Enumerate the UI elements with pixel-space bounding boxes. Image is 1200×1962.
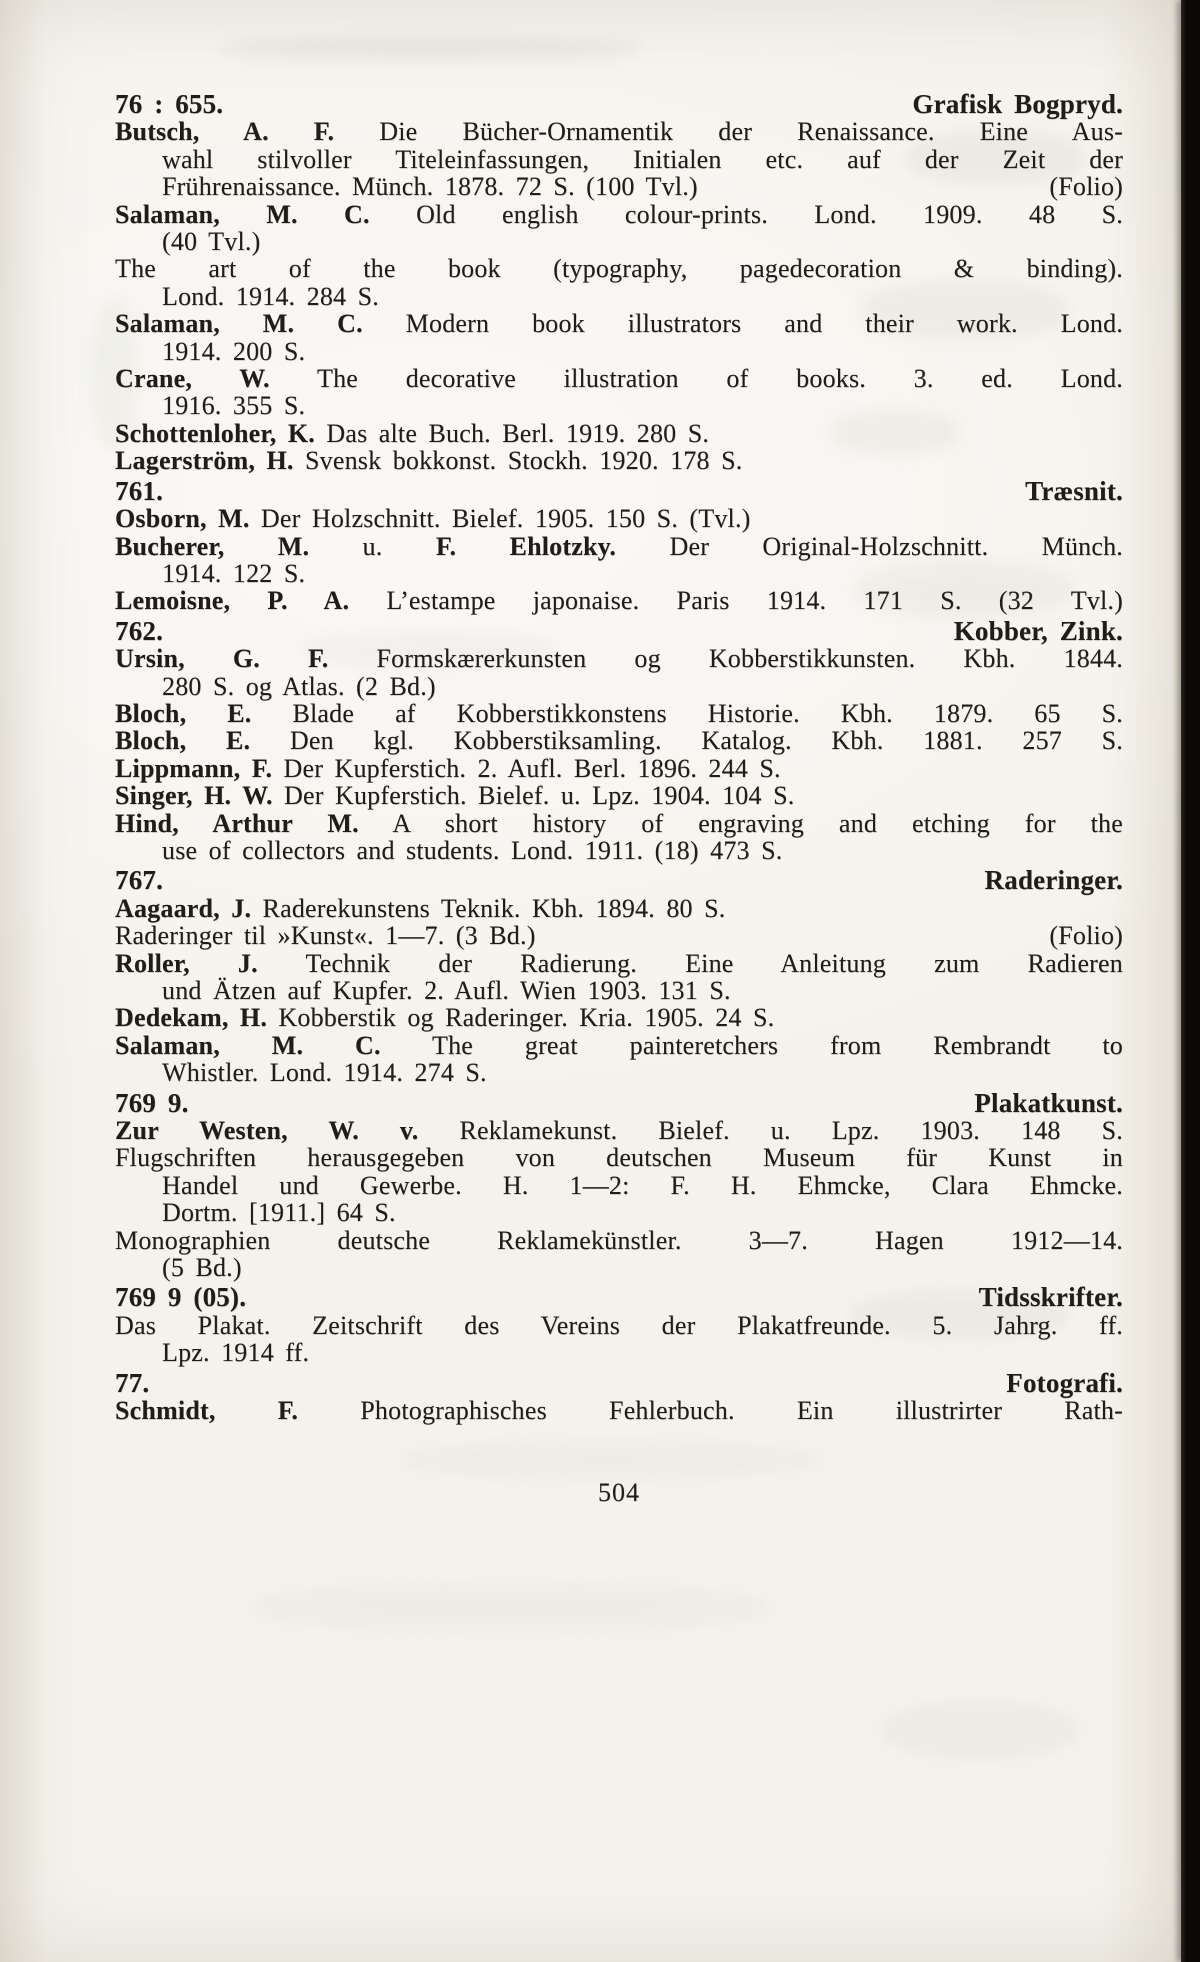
entry-text	[162, 1199, 1123, 1226]
entry-line	[115, 782, 1123, 809]
continuation-line	[115, 837, 1123, 864]
entry-line	[115, 533, 1123, 560]
author-name: Osborn, M.	[115, 504, 250, 534]
entry-text-segment: L’estampe japonaise. Paris 1914. 171 S. (32 Tvl.)	[349, 586, 1123, 616]
entry-text-segment: Photographisches Fehlerbuch. Ein illustrirter Rath-	[298, 1396, 1123, 1426]
entry-text-segment: Technik der Radierung. Eine Anleitung zum Radieren	[257, 948, 1123, 978]
entry-text-segment: Dortm. [1911.] 64 S.	[162, 1198, 396, 1228]
entry-text-segment: Raderekunstens Teknik. Kbh. 1894. 80 S.	[251, 893, 726, 923]
entry-text	[115, 1004, 1123, 1031]
entry-text	[115, 700, 1123, 727]
bleedthrough-artifact	[220, 36, 640, 60]
entry-text	[115, 645, 1123, 672]
section-title: Kobber, Zink.	[953, 615, 1123, 646]
section-code: 762.	[115, 615, 164, 646]
entry-text-segment: Raderinger til »Kunst«. 1—7. (3 Bd.)	[115, 921, 536, 951]
entry-text	[162, 173, 1029, 200]
author-name: Salaman, M. C.	[115, 309, 363, 339]
section-title: Raderinger.	[984, 865, 1123, 896]
entry-line	[115, 700, 1123, 727]
entry-text	[115, 727, 1123, 754]
entry-text-segment: The decorative illustration of books. 3. ed. Lond.	[269, 364, 1123, 394]
continuation-line	[115, 673, 1123, 700]
entry-text-segment: Monographien deutsche Reklamekünstler. 3—7. Hagen 1912—14.	[115, 1225, 1123, 1255]
entry-line	[115, 755, 1123, 782]
continuation-line	[115, 1059, 1123, 1086]
format-note: (Folio)	[1049, 172, 1123, 202]
entry-text-segment: 1916. 355 S.	[162, 391, 306, 421]
entry-text	[115, 201, 1123, 228]
section-code: 761.	[115, 475, 164, 506]
entry-text	[162, 228, 1123, 255]
section-heading	[115, 1367, 1123, 1398]
author-name: Bloch, E.	[115, 726, 251, 756]
entry-text	[115, 922, 1029, 949]
continuation-line	[115, 1339, 1123, 1366]
entry-text	[115, 810, 1123, 837]
author-name: Butsch, A. F.	[115, 117, 335, 147]
entry-text-segment: Reklamekunst. Bielef. u. Lpz. 1903. 148 S.	[418, 1116, 1123, 1146]
author-name: Bloch, E.	[115, 698, 252, 728]
entry-text-segment: Der Holzschnitt. Bielef. 1905. 150 S. (Tvl.)	[249, 504, 751, 534]
entry-line	[115, 1227, 1123, 1254]
entry-text-segment: 1914. 200 S.	[162, 336, 306, 366]
section-code: 76 : 655.	[115, 89, 224, 119]
author-name: Salaman, M. C.	[115, 1030, 381, 1060]
section-code: 769 9.	[115, 1087, 189, 1118]
entry-text-segment: Der Kupferstich. Bielef. u. Lpz. 1904. 104 S.	[272, 781, 795, 811]
entry-text-segment: use of collectors and students. Lond. 1911. (18) 473 S.	[162, 835, 783, 865]
entry-line	[115, 1117, 1123, 1144]
entry-text-segment: The great painteretchers from Rembrandt to	[380, 1030, 1123, 1060]
entry-text	[115, 533, 1123, 560]
continuation-line	[115, 392, 1123, 419]
entry-text-segment: Flugschriften herausgegeben von deutschen Museum für Kunst in	[115, 1143, 1123, 1173]
continuation-line	[115, 977, 1123, 1004]
entry-text	[115, 1117, 1123, 1144]
author-name: Hind, Arthur M.	[115, 808, 359, 838]
entry-text-segment: Modern book illustrators and their work. Lond.	[362, 309, 1123, 339]
entry-text	[162, 1254, 1123, 1281]
author-name: Schmidt, F.	[115, 1396, 299, 1426]
entry-text-segment: (40 Tvl.)	[162, 227, 261, 257]
author-name: Ursin, G. F.	[115, 644, 329, 674]
entry-text	[162, 673, 1123, 700]
format-note: (Folio)	[1049, 921, 1123, 951]
continuation-line	[115, 283, 1123, 310]
entry-line	[115, 922, 1123, 949]
entry-text-segment: Lond. 1914. 284 S.	[162, 281, 379, 311]
bleedthrough-artifact	[400, 1440, 820, 1480]
entry-line	[115, 1004, 1123, 1031]
continuation-line	[115, 228, 1123, 255]
entry-text	[115, 505, 1123, 532]
entry-line	[115, 1032, 1123, 1059]
entry-line	[115, 505, 1123, 532]
author-name: Lippmann, F.	[115, 753, 273, 783]
author-name: Lemoisne, P. A.	[115, 586, 350, 616]
entry-text	[115, 310, 1123, 337]
author-name: Dedekam, H.	[115, 1003, 268, 1033]
entry-text-segment: Das Plakat. Zeitschrift des Vereins der Plakatfreunde. 5. Jahrg. ff.	[115, 1310, 1123, 1340]
section-heading	[115, 1087, 1123, 1118]
section-heading	[115, 615, 1123, 646]
bibliography-text	[115, 88, 1123, 1425]
section-title: Træsnit.	[1025, 475, 1123, 506]
bleedthrough-artifact	[880, 1700, 1080, 1760]
entry-line	[115, 645, 1123, 672]
entry-text	[162, 977, 1123, 1004]
entry-text	[115, 1397, 1123, 1424]
entry-line	[115, 420, 1123, 447]
section-title: Plakatkunst.	[974, 1087, 1123, 1118]
entry-text	[115, 895, 1123, 922]
entry-text-segment: A short history of engraving and etching for the	[358, 808, 1123, 838]
entry-text-segment: Lpz. 1914 ff.	[162, 1338, 310, 1368]
author-name: Zur Westen, W. v.	[115, 1116, 419, 1146]
entry-text-segment: Handel und Gewerbe. H. 1—2: F. H. Ehmcke, Clara Ehmcke.	[162, 1170, 1123, 1200]
entry-line	[115, 255, 1123, 282]
entry-text-segment: Whistler. Lond. 1914. 274 S.	[162, 1058, 487, 1088]
entry-text-segment: Den kgl. Kobberstiksamling. Katalog. Kbh. 1881. 257 S.	[250, 726, 1124, 756]
author-name: Salaman, M. C.	[115, 199, 370, 229]
continuation-line	[115, 173, 1123, 200]
entry-line	[115, 310, 1123, 337]
entry-text-segment: Das alte Buch. Berl. 1919. 280 S.	[314, 418, 710, 448]
section-heading	[115, 475, 1123, 506]
entry-text	[162, 560, 1123, 587]
entry-text	[162, 283, 1123, 310]
entry-text	[162, 392, 1123, 419]
entry-text	[115, 755, 1123, 782]
entry-text-segment: (5 Bd.)	[162, 1253, 242, 1283]
entry-text-segment: The art of the book (typography, pagedecoration & binding).	[115, 254, 1123, 284]
entry-text	[162, 146, 1123, 173]
author-name: Aagaard, J.	[115, 893, 252, 923]
entry-line	[115, 1144, 1123, 1171]
entry-text	[162, 1339, 1123, 1366]
entry-line	[115, 587, 1123, 614]
section-title: Tidsskrifter.	[978, 1282, 1123, 1313]
page-number: 504	[598, 1478, 640, 1507]
author-name: Lagerström, H.	[115, 446, 294, 476]
entry-text	[115, 420, 1123, 447]
section-title: Grafisk Bogpryd.	[912, 89, 1123, 119]
entry-text	[162, 338, 1123, 365]
entry-text	[115, 950, 1123, 977]
entry-text-segment: Kobberstik og Raderinger. Kria. 1905. 24 S.	[267, 1003, 775, 1033]
entry-text-segment: 280 S. og Atlas. (2 Bd.)	[162, 671, 436, 701]
entry-text	[115, 255, 1123, 282]
entry-text-segment: Der Kupferstich. 2. Aufl. Berl. 1896. 244 S.	[272, 753, 781, 783]
entry-line	[115, 727, 1123, 754]
entry-line	[115, 201, 1123, 228]
entry-text-segment: Frührenaissance. Münch. 1878. 72 S. (100 Tvl.)	[162, 172, 698, 202]
entry-text-segment: Der Original-Holzschnitt. Münch.	[616, 531, 1123, 561]
author-name: F. Ehlotzky.	[435, 531, 617, 561]
entry-text-segment: u.	[309, 531, 436, 561]
entry-text	[115, 118, 1123, 145]
entry-text-segment: Blade af Kobberstikkonstens Historie. Kbh. 1879. 65 S.	[251, 698, 1124, 728]
entry-text	[115, 782, 1123, 809]
entry-text-segment: Old english colour-prints. Lond. 1909. 48 S.	[369, 199, 1123, 229]
continuation-line	[115, 1199, 1123, 1226]
continuation-line	[115, 560, 1123, 587]
section-heading	[115, 1284, 1123, 1311]
section-code: 77.	[115, 1367, 150, 1398]
entry-text-segment: Formskærerkunsten og Kobberstikkunsten. Kbh. 1844.	[328, 644, 1123, 674]
continuation-line	[115, 1254, 1123, 1281]
section-heading	[115, 91, 1123, 118]
entry-line	[115, 1397, 1123, 1424]
entry-text-segment: und Ätzen auf Kupfer. 2. Aufl. Wien 1903. 131 S.	[162, 976, 731, 1005]
scan-edge-artifact	[1181, 0, 1200, 1962]
entry-text-segment: wahl stilvoller Titeleinfassungen, Initialen etc. auf der Zeit der	[162, 144, 1123, 174]
section-title: Fotografi.	[1006, 1367, 1123, 1398]
bleedthrough-artifact	[250, 1580, 770, 1635]
author-name: Schottenloher, K.	[115, 418, 315, 448]
entry-text	[115, 447, 1123, 474]
entry-line	[115, 447, 1123, 474]
author-name: Roller, J.	[115, 948, 258, 978]
entry-text	[115, 1312, 1123, 1339]
continuation-line	[115, 338, 1123, 365]
continuation-line	[115, 1172, 1123, 1199]
continuation-line	[115, 146, 1123, 173]
author-name: Bucherer, M.	[115, 531, 310, 561]
entry-text	[115, 587, 1123, 614]
section-code: 769 9 (05).	[115, 1282, 247, 1313]
entry-line	[115, 950, 1123, 977]
entry-text-segment: Svensk bokkonst. Stockh. 1920. 178 S.	[293, 446, 743, 476]
entry-line	[115, 118, 1123, 145]
author-name: Singer, H. W.	[115, 781, 273, 811]
entry-text	[115, 365, 1123, 392]
entry-line	[115, 895, 1123, 922]
entry-line	[115, 810, 1123, 837]
entry-text	[162, 837, 1123, 864]
entry-text-segment: 1914. 122 S.	[162, 558, 306, 588]
entry-line	[115, 365, 1123, 392]
entry-text	[115, 1032, 1123, 1059]
section-heading	[115, 867, 1123, 894]
entry-text	[162, 1059, 1123, 1086]
author-name: Crane, W.	[115, 364, 270, 394]
section-code: 767.	[115, 865, 164, 896]
entry-text	[162, 1172, 1123, 1199]
entry-line	[115, 1312, 1123, 1339]
entry-text	[115, 1227, 1123, 1254]
entry-text-segment: Die Bücher-Ornamentik der Renaissance. Eine Aus-	[334, 117, 1124, 147]
entry-text	[115, 1144, 1123, 1171]
